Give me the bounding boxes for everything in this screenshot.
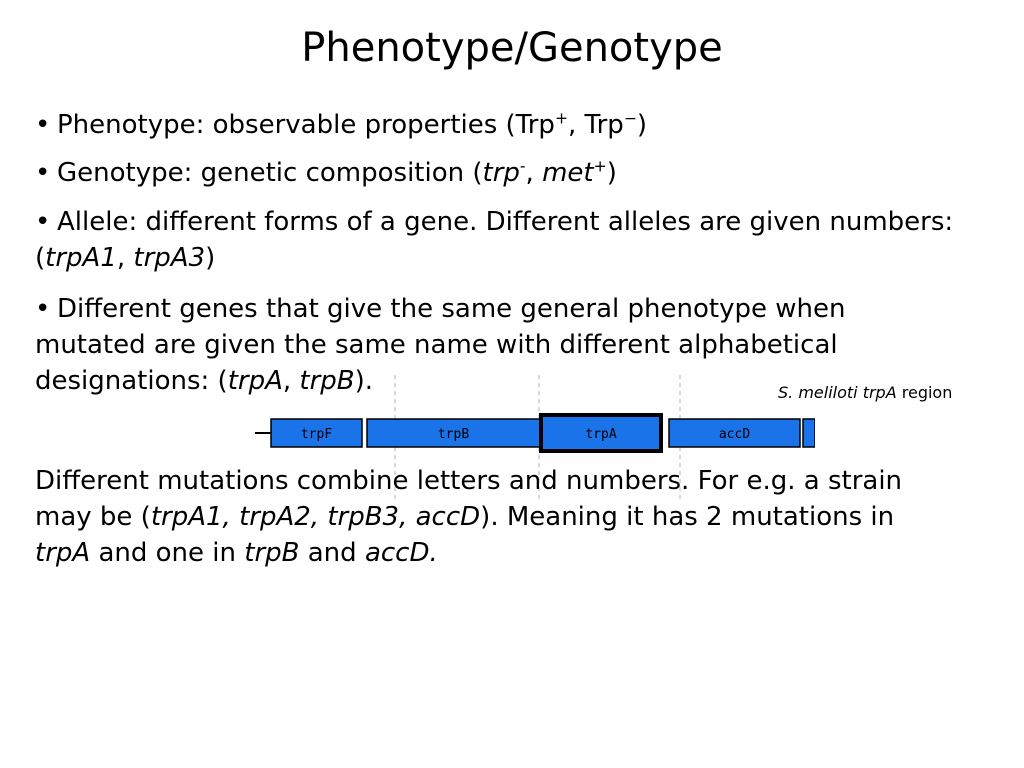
trp-plus-sup: + (554, 109, 569, 128)
bullet-marker: • (35, 294, 51, 324)
slide-title: Phenotype/Genotype (301, 25, 723, 71)
allele-trpA1: trpA1 (45, 243, 117, 273)
allele-comma: , (116, 243, 134, 273)
allele-text: Allele: different forms of a gene. Different alleles are given numbers: ( (35, 207, 954, 273)
para-text-4: and (299, 538, 365, 568)
genes-trpB: trpB (299, 366, 355, 396)
bullet-allele (35, 204, 955, 276)
gene-trpB-label: trpB (437, 427, 470, 442)
caption-rest: region (896, 383, 953, 402)
para-italic-1: trpA1, trpA2, trpB3, accD (150, 502, 481, 532)
para-italic-2: trpA (35, 538, 91, 568)
caption-species: S. meliloti (778, 383, 858, 402)
para-italic-3: trpB (244, 538, 300, 568)
genes-text: Different genes that give the same general phenotype when mutated are given the same name with different alphabetical designations: ( (35, 294, 846, 396)
genotype-comma: , (525, 158, 543, 188)
trp-italic: trp (482, 158, 520, 188)
bullet-marker: • (35, 110, 51, 140)
trp-minus-sup: − (623, 109, 637, 128)
genes-trpA: trpA (227, 366, 283, 396)
phenotype-text-mid: , Trp (568, 110, 624, 140)
genes-end: ). (354, 366, 374, 396)
genotype-text: Genotype: genetic composition ( (57, 158, 483, 188)
trp-minus-sup: - (519, 157, 526, 176)
bullet-phenotype (35, 107, 955, 143)
met-plus-sup: + (593, 157, 607, 176)
caption-gene: trpA (862, 383, 897, 402)
para-italic-4: accD. (364, 538, 438, 568)
gene-accD-label: accD (718, 427, 751, 442)
allele-trpA3: trpA3 (133, 243, 206, 273)
genotype-end: ) (606, 158, 617, 188)
allele-end: ) (205, 243, 216, 273)
phenotype-text-end: ) (636, 110, 648, 140)
phenotype-text: Phenotype: observable properties (Trp (57, 110, 555, 140)
genes-comma: , (282, 366, 300, 396)
met-italic: met (542, 158, 594, 188)
gene-next-box (803, 419, 815, 447)
gene-trpF-label: trpF (300, 427, 333, 442)
bullet-marker: • (35, 207, 51, 237)
bullet-marker: • (35, 158, 51, 188)
gene-trpA-label: trpA (585, 427, 617, 442)
para-text-1: Different mutations combine letters and numbers. For e.g. a strain may be ( (35, 466, 903, 532)
bullet-genotype (35, 155, 955, 191)
mutations-paragraph (35, 463, 955, 571)
para-text-3: and one in (90, 538, 245, 568)
para-text-2: ). Meaning it has 2 mutations in (480, 502, 895, 532)
